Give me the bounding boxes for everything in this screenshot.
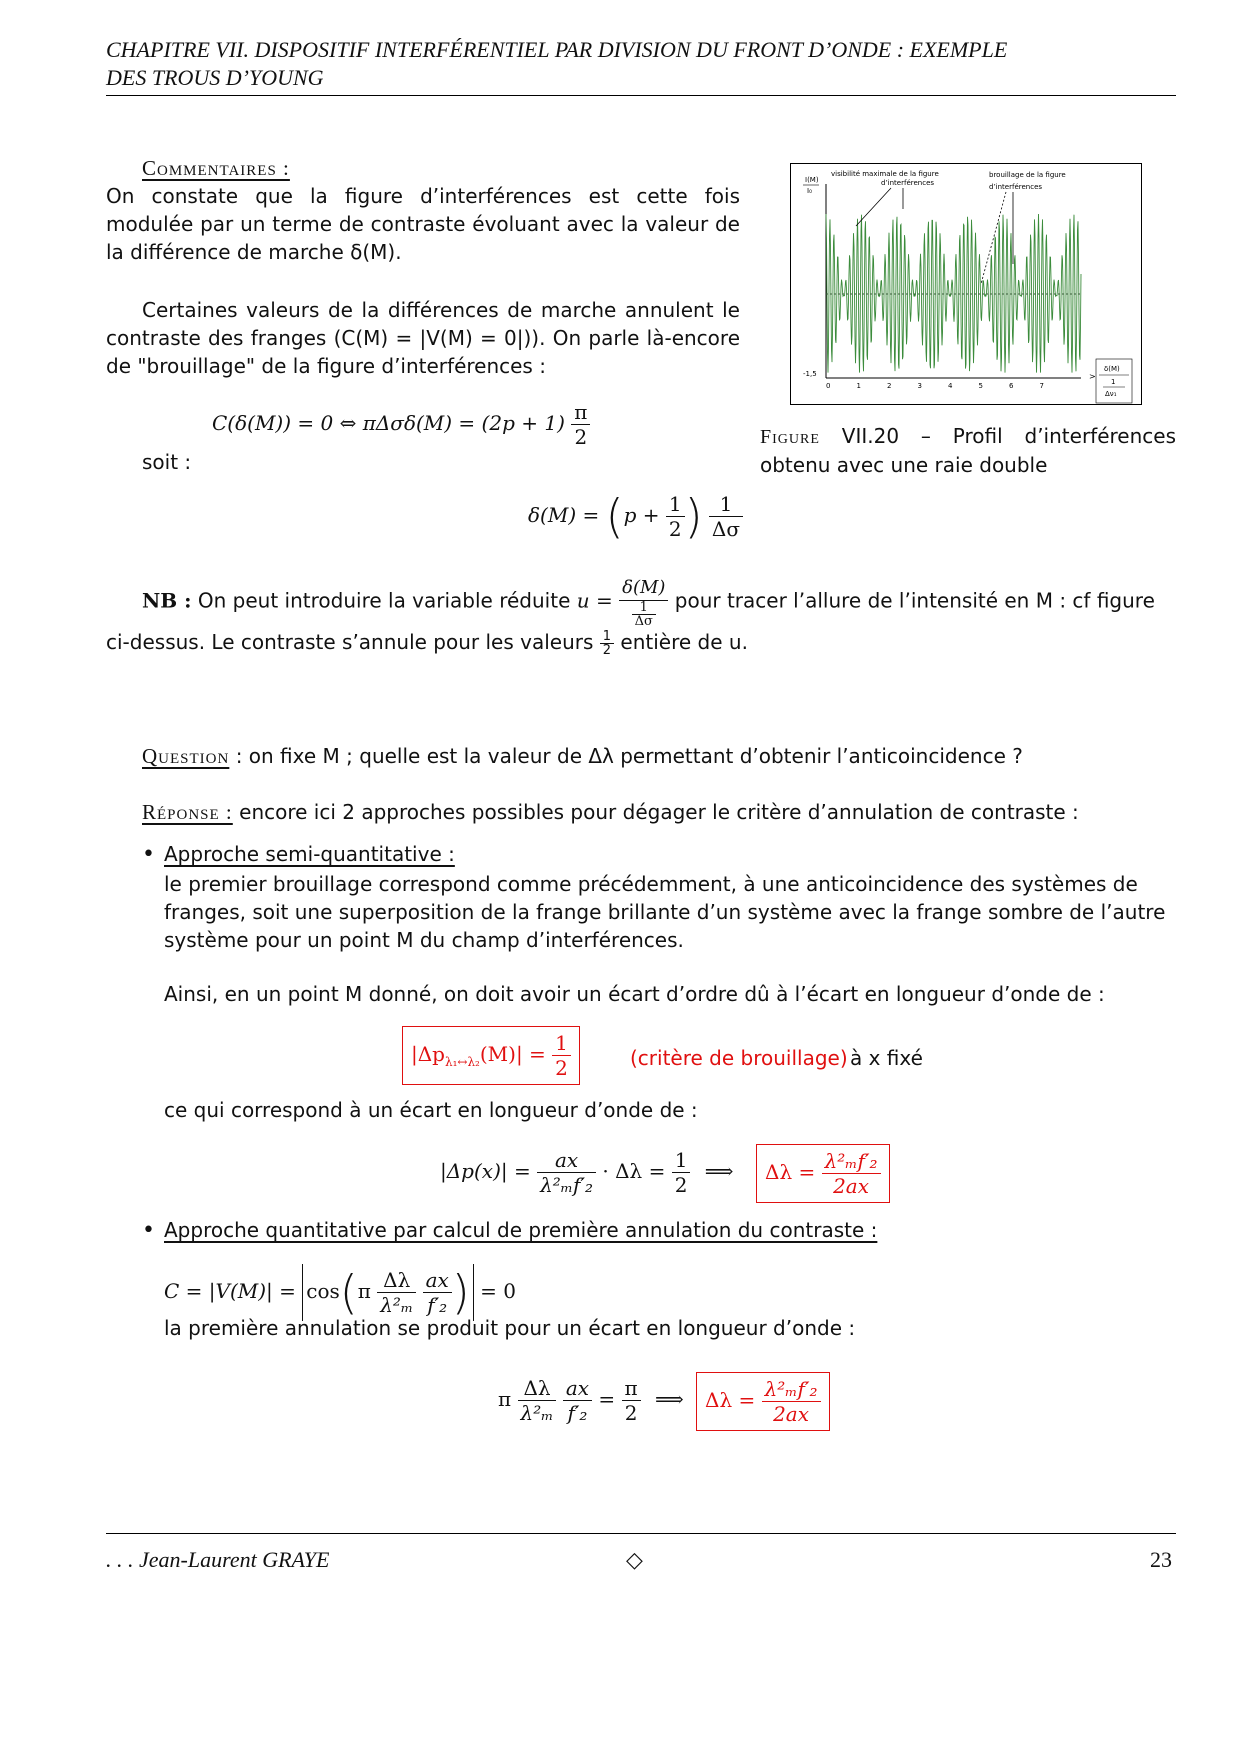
nb-paragraph: NB : On peut introduire la variable réduite u = $\frac{\delta(M)}{\frac{1}{\Delta\sigma}}$ pour tracer l’allure de l’intensité en M : cf figure [142,577,1155,629]
equation-delta-m: δ(M) = (p + $\frac{1}{2}$ ) $\frac{1}{\Delta\sigma}$ [528,492,743,541]
approach-1-title: Approche semi-quantitative : [164,842,455,866]
bullet-2: • [142,1218,155,1243]
equation-brouillage: C(δ(M)) = 0 ⇔ πΔσδ(M) = (2p + 1) $\frac{\pi}{2}$ [212,400,590,449]
ylabel-denominator: I₀ [807,187,812,195]
x-tick-0: 0 [826,382,831,390]
question-line: Question : on fixe M ; quelle est la valeur de Δλ permettant d’obtenir l’anticoincidence ? [142,744,1023,768]
intensity-curve [826,214,1081,373]
approach-1-text-3: ce qui correspond à un écart en longueur d’onde de : [164,1098,698,1122]
header-line-1: CHAPITRE VII. DISPOSITIF INTERFÉRENTIEL PAR DIVISION DU FRONT D’ONDE : EXEMPLE [106,37,1008,62]
x-tick-1: 1 [856,382,861,390]
xlabel-frac-num: 1 [1111,378,1116,386]
x-tick-5: 5 [978,382,983,390]
x-tick-2: 2 [887,382,892,390]
comment-paragraph-1: On constate que la figure d’interférences est cette fois modulée par un terme de contraste évoluant avec la valeur de la différence de marche δ(M). [106,184,740,264]
running-header [106,36,1176,92]
footer [106,1547,1176,1573]
fixed-x-label: à x fixé [850,1046,923,1070]
label-max-visibility: visibilité maximale de la figure [831,170,939,178]
xlabel-frac-den: Δν₁ [1105,390,1117,398]
footer-rule [106,1533,1176,1534]
comment-label: Commentaires : [142,156,290,180]
footer-author: . . . Jean-Laurent GRAYE [106,1547,330,1572]
answer-line: Réponse : encore ici 2 approches possibles pour dégager le critère d’annulation de contraste : [142,800,1079,824]
x-tick-6: 6 [1009,382,1014,390]
header-line-2: DES TROUS D’YOUNG [106,65,324,90]
xlabel-numerator: δ(M) [1104,365,1120,373]
nb-paragraph-2: ci-dessus. Le contraste s’annule pour les valeurs $\frac{1}{2}$ entière de u. [106,629,748,658]
header-rule [106,95,1176,96]
label-brouillage-2: d’interférences [989,183,1043,191]
soit-label: soit : [142,450,192,474]
brouillage-criterion [402,1026,580,1085]
page-number: 23 [1150,1547,1172,1572]
criterion-label: (critère de brouillage) [630,1046,848,1070]
result-box-1: Δλ = $\frac{\text{λ²ₘf′₂}}{2ax}$ [756,1144,890,1203]
figure-caption: Figure VII.20 – Profil d’interférences obtenu avec une raie double [760,424,1176,477]
x-tick-7: 7 [1039,382,1044,390]
interference-figure [790,163,1142,405]
approach-1-text-2: Ainsi, en un point M donné, on doit avoir un écart d’ordre dû à l’écart en longueur d’onde de : [164,982,1105,1006]
result-box-2: Δλ = $\frac{\text{λ²ₘf′₂}}{2ax}$ [696,1372,830,1431]
footer-symbol: ◇ [626,1547,643,1572]
interference-plot [791,164,1141,404]
comment-paragraph-2: Certaines valeurs de la différences de marche annulent le contraste des franges (C(M) = |V(M) = 0|)). On parle là-encore de "brouillage" de la figure d’interférences : [106,298,740,378]
equation-first-annulation: π $\frac{\Delta\lambda}{\text{λ²ₘ}}$ $\frac{ax}{\text{f′₂}}$ = $\frac{\pi}{2}$ ⟹ [498,1376,684,1425]
label-brouillage: brouillage de la figure [989,171,1066,179]
criterion-box: $|\Delta p_{\lambda_1\leftrightarrow\lambda_2}(M)|$ = $\frac{1}{2}$ [402,1026,580,1085]
equation-contrast: C = |V(M)| = cos(π $\frac{\Delta\lambda}{\text{λ²ₘ}}$ $\frac{ax}{\text{f′₂}}$ ) = 0 [164,1265,516,1320]
approach-2-title: Approche quantitative par calcul de première annulation du contraste : [164,1218,878,1242]
x-tick-labels [826,382,1044,390]
ylabel-numerator: I(M) [805,176,819,184]
y-min-label: -1,5 [803,370,817,378]
x-tick-3: 3 [917,382,922,390]
bullet-1: • [142,842,155,867]
approach-2-text: la première annulation se produit pour un écart en longueur d’onde : [164,1316,856,1340]
equation-delta-p: |Δp(x)| = $\frac{ax}{\text{λ²ₘf′₂}}$ · Δλ = $\frac{1}{2}$ ⟹ [440,1148,734,1197]
x-tick-4: 4 [948,382,953,390]
label-max-visibility-2: d’interférences [881,179,935,187]
approach-1-text: le premier brouillage correspond comme précédemment, à une anticoincidence des systèmes de franges, soit une superposition de la frange brillante d’un système avec la frange sombre de l’autre système pour un point M du champ d’interférences. [164,872,1166,952]
svg-text:>: > [1089,372,1096,381]
